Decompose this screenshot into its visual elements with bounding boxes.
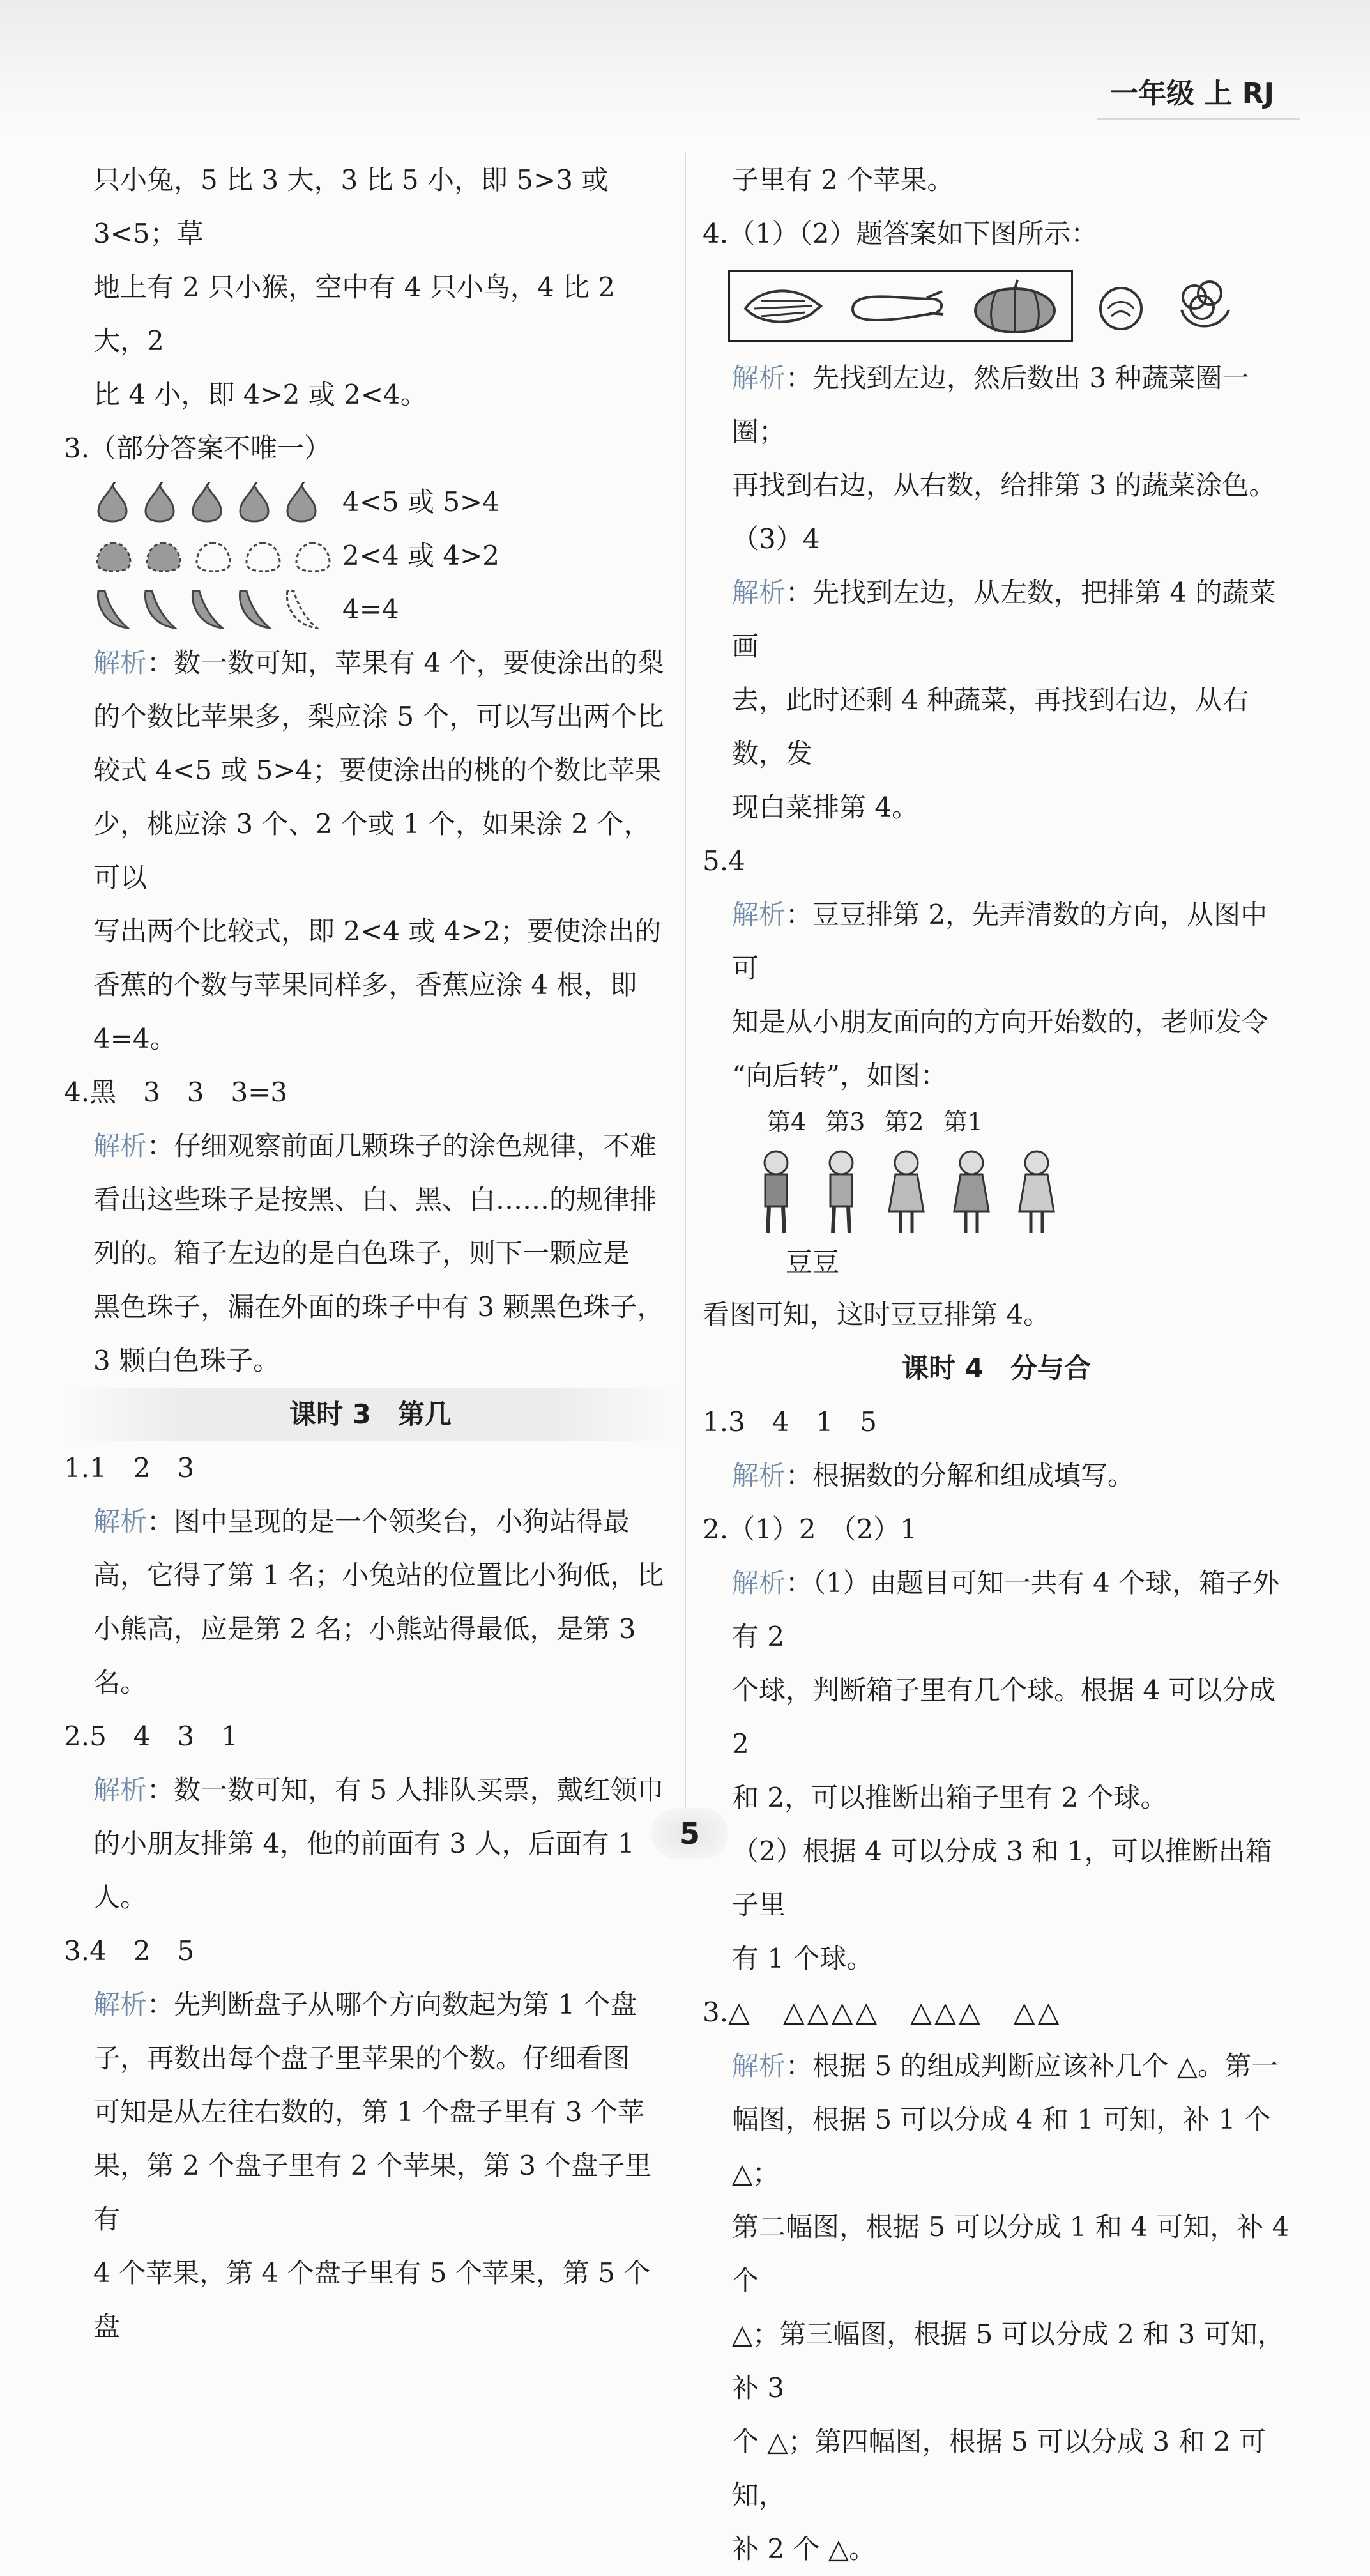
analysis-line: 香蕉的个数与苹果同样多，香蕉应涂 4 根，即 — [93, 969, 637, 1000]
analysis-label: 解析 — [732, 577, 786, 608]
analysis-line: 解析：数一数可知，苹果有 4 个，要使涂出的梨 — [93, 647, 664, 678]
analysis-line: 解析：根据数的分解和组成填写。 — [732, 1460, 1135, 1491]
analysis-line: 解析：先判断盘子从哪个方向数起为第 1 个盘 — [93, 1989, 637, 2020]
analysis-label: 解析 — [93, 1989, 148, 2020]
banana-icon — [188, 587, 226, 632]
comparison-expression: 2<4 或 4>2 — [342, 540, 499, 571]
lesson-4-title: 课时 4 分与合 — [902, 1353, 1091, 1384]
cauliflower-icon — [1169, 274, 1239, 338]
vegetable-figure — [703, 264, 1290, 348]
text-line: （3）4 — [732, 523, 820, 555]
pear-icon — [282, 482, 321, 523]
question-5-title: 5.4 — [703, 845, 745, 877]
analysis-line: 解析：根据 5 的组成判断应该补几个 △。第一 — [732, 2050, 1279, 2082]
header-band — [0, 0, 1370, 134]
analysis-line: 3 颗白色珠子。 — [93, 1345, 280, 1376]
boy-icon — [754, 1147, 798, 1237]
question-4-title: 4.黑 3 3 3=3 — [64, 1077, 288, 1108]
analysis-line: 解析：先找到左边，从左数，把排第 4 的蔬菜画 — [732, 577, 1276, 662]
left-column — [64, 153, 677, 2354]
analysis-line: 补 2 个 △。 — [732, 2533, 876, 2564]
analysis-line: 子，再数出每个盘子里苹果的个数。仔细看图 — [93, 2043, 630, 2074]
analysis-line: 个 △；第四幅图，根据 5 可以分成 3 和 2 可知， — [732, 2426, 1266, 2511]
analysis-line: 去，此时还剩 4 种蔬菜，再找到右边，从右数，发 — [732, 684, 1249, 769]
text-line: 地上有 2 只小猴，空中有 4 只小鸟，4 比 2 大，2 — [93, 272, 615, 356]
analysis-line: 和 2，可以推断出箱子里有 2 个球。 — [732, 1782, 1168, 1813]
grade-label: 一年级 上 RJ — [1110, 70, 1274, 111]
text-line: 看图可知，这时豆豆排第 4。 — [703, 1299, 1051, 1330]
analysis-line: “向后转”，如图： — [732, 1060, 947, 1091]
order-label: 第2 — [884, 1108, 924, 1136]
analysis-label: 解析 — [93, 647, 148, 678]
pear-icon — [141, 482, 179, 523]
analysis-line: 解析：数一数可知，有 5 人排队买票，戴红领巾 — [93, 1774, 664, 1805]
analysis-line: 的小朋友排第 4，他的前面有 3 人，后面有 1 人。 — [93, 1828, 635, 1913]
text-line: 比 4 小，即 4>2 或 2<4。 — [93, 379, 427, 410]
pear-icon — [93, 482, 132, 523]
analysis-line: 再找到右边，从右数，给排第 3 的蔬菜涂色。 — [732, 470, 1276, 501]
analysis-line: 高，它得了第 1 名；小兔站的位置比小狗低，比 — [93, 1560, 664, 1591]
triangle-answer: △ △△△△ △△△ △△ — [728, 1996, 1062, 2028]
analysis-line: 现白菜排第 4。 — [732, 792, 919, 823]
text-line: 只小兔，5 比 3 大，3 比 5 小，即 5>3 或 3<5；草 — [93, 164, 609, 249]
cabbage-icon — [742, 280, 825, 332]
order-label: 第4 — [766, 1108, 807, 1136]
l3-question-3-title: 3.4 2 5 — [64, 1935, 195, 1966]
l4-question-3-title: 3.△ △△△△ △△△ △△ — [703, 1996, 1062, 2028]
analysis-label: 解析 — [93, 1130, 148, 1162]
analysis-line: 看出这些珠子是按黑、白、黑、白……的规律排 — [93, 1184, 657, 1215]
vegetable-circle-box — [728, 270, 1073, 342]
analysis-label: 解析 — [732, 1460, 786, 1491]
analysis-label: 解析 — [93, 1774, 148, 1805]
peach-icon — [243, 538, 284, 574]
analysis-line: 有 1 个球。 — [732, 1943, 874, 1974]
peach-icon — [93, 538, 134, 574]
column-divider — [685, 153, 686, 1840]
doudou-label: 豆豆 — [786, 1246, 840, 1278]
analysis-line: 较式 4<5 或 5>4；要使涂出的桃的个数比苹果 — [93, 755, 662, 786]
analysis-label: 解析 — [732, 2050, 786, 2082]
analysis-line: 可知是从左往右数的，第 1 个盘子里有 3 个苹 — [93, 2096, 644, 2128]
text-line: 子里有 2 个苹果。 — [732, 164, 954, 195]
analysis-line: （2）根据 4 可以分成 3 和 1，可以推断出箱子里 — [732, 1836, 1272, 1920]
banana-icon — [141, 587, 179, 632]
analysis-line: 解析：先找到左边，然后数出 3 种蔬菜圈一圈； — [732, 362, 1249, 447]
analysis-line: 写出两个比较式，即 2<4 或 4>2；要使涂出的 — [93, 916, 662, 947]
question-4-title: 4.（1）（2）题答案如下图所示： — [703, 218, 1098, 249]
analysis-label: 解析 — [732, 362, 786, 394]
kids-order-labels — [703, 1103, 1290, 1141]
comparison-expression: 4=4 — [342, 594, 399, 625]
girl-icon — [949, 1147, 994, 1237]
analysis-line: 少，桃应涂 3 个、2 个或 1 个，如果涂 2 个，可以 — [93, 808, 651, 893]
lettuce-icon — [1092, 280, 1150, 332]
analysis-label: 解析 — [732, 1567, 786, 1598]
pear-row — [64, 475, 677, 529]
peach-row — [64, 529, 677, 583]
banana-icon — [235, 587, 273, 632]
analysis-line: 知是从小朋友面向的方向开始数的，老师发令 — [732, 1006, 1269, 1038]
order-label: 第1 — [943, 1108, 983, 1136]
comparison-expression: 4<5 或 5>4 — [342, 486, 499, 518]
analysis-line: 果，第 2 个盘子里有 2 个苹果，第 3 个盘子里有 — [93, 2150, 652, 2235]
l3-question-1-title: 1.1 2 3 — [64, 1452, 195, 1483]
pumpkin-icon — [970, 277, 1060, 335]
analysis-line: △；第三幅图，根据 5 可以分成 2 和 3 可知，补 3 — [732, 2319, 1284, 2404]
analysis-line: 的个数比苹果多，梨应涂 5 个，可以写出两个比 — [93, 701, 664, 732]
peach-icon — [143, 538, 184, 574]
l4-question-1-title: 1.3 4 1 5 — [703, 1406, 877, 1438]
girl-icon — [884, 1147, 929, 1237]
banana-icon — [93, 587, 132, 632]
analysis-line: 幅图，根据 5 可以分成 4 和 1 可知，补 1 个 △； — [732, 2104, 1271, 2189]
analysis-line: 第二幅图，根据 5 可以分成 1 和 4 可知，补 4 个 — [732, 2211, 1290, 2296]
girl-icon — [1014, 1147, 1059, 1237]
analysis-line: 列的。箱子左边的是白色珠子，则下一颗应是 — [93, 1238, 630, 1269]
analysis-line: 4 个苹果，第 4 个盘子里有 5 个苹果，第 5 个盘 — [93, 2257, 651, 2342]
order-label: 第3 — [825, 1108, 865, 1136]
question-3-title: 3.（部分答案不唯一） — [64, 433, 331, 464]
eggplant-icon — [846, 284, 948, 328]
analysis-line: 4=4。 — [93, 1023, 177, 1054]
banana-row — [64, 583, 677, 636]
pear-icon — [188, 482, 226, 523]
right-column — [703, 153, 1290, 2576]
boy-icon — [819, 1147, 864, 1237]
analysis-line: 个球，判断箱子里有几个球。根据 4 可以分成 2 — [732, 1675, 1276, 1759]
analysis-line: 解析：图中呈现的是一个领奖台，小狗站得最 — [93, 1506, 630, 1537]
pear-icon — [235, 482, 273, 523]
analysis-label: 解析 — [732, 899, 786, 930]
page-number: 5 — [651, 1808, 728, 1859]
l3-question-2-title: 2.5 4 3 1 — [64, 1721, 238, 1752]
l4-question-2-title: 2.（1）2 （2）1 — [703, 1514, 917, 1545]
analysis-label: 解析 — [93, 1506, 148, 1537]
analysis-line: 解析：（1）由题目可知一共有 4 个球，箱子外有 2 — [732, 1567, 1280, 1652]
peach-icon — [293, 538, 333, 574]
analysis-line: 解析：仔细观察前面几颗珠子的涂色规律，不难 — [93, 1130, 657, 1162]
analysis-line: 解析：豆豆排第 2，先弄清数的方向，从图中可 — [732, 899, 1268, 984]
analysis-line: 黑色珠子，漏在外面的珠子中有 3 颗黑色珠子， — [93, 1291, 664, 1322]
peach-icon — [193, 538, 234, 574]
lesson-3-title: 课时 3 第几 — [64, 1388, 677, 1441]
kids-figure — [703, 1141, 1290, 1237]
analysis-line: 小熊高，应是第 2 名；小熊站得最低，是第 3 名。 — [93, 1613, 636, 1698]
banana-icon — [282, 587, 321, 632]
